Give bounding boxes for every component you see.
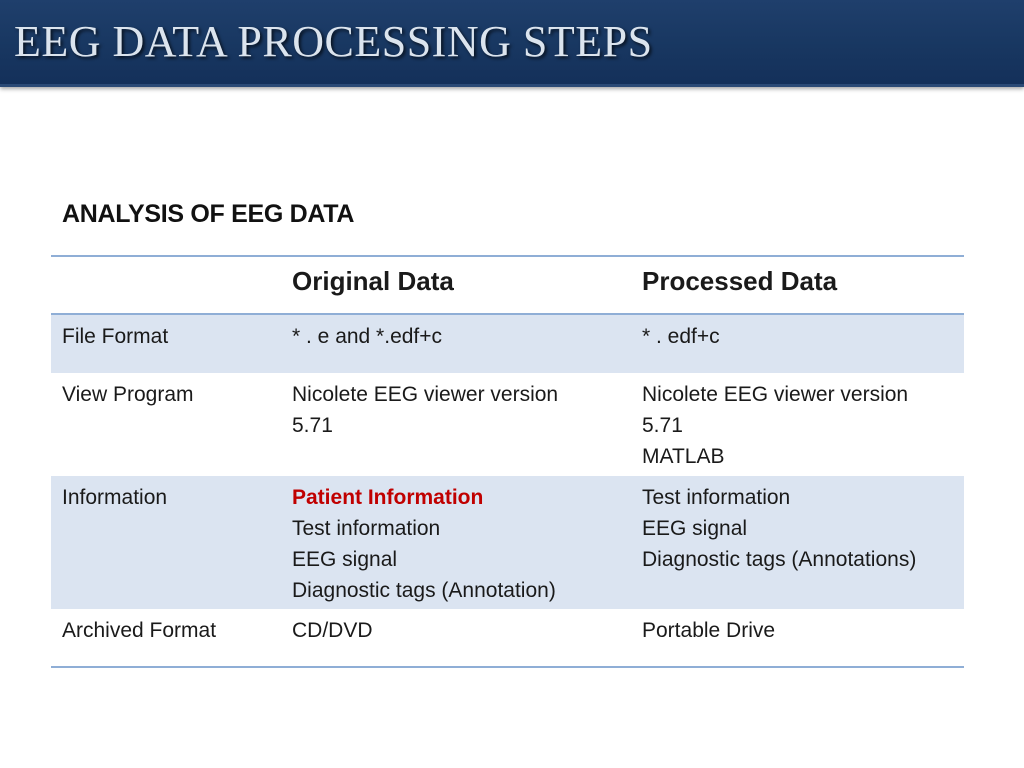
cell-line: 5.71 <box>292 414 333 437</box>
table-row <box>51 476 964 609</box>
row-label-information: Information <box>62 486 168 509</box>
cell-line: EEG signal <box>642 517 748 540</box>
cell-processed <box>642 476 964 609</box>
table-row <box>51 609 964 667</box>
header-original-data: Original Data <box>292 266 454 296</box>
cell-line: Diagnostic tags (Annotation) <box>292 579 556 602</box>
cell-original <box>292 373 642 476</box>
cell-original <box>292 476 642 609</box>
cell-original <box>292 609 642 667</box>
cell-line: Nicolete EEG viewer version <box>642 383 909 406</box>
table-row <box>51 314 964 373</box>
row-label-view-program: View Program <box>62 383 194 406</box>
cell-line: Diagnostic tags (Annotations) <box>642 548 917 571</box>
cell-line: * . edf+c <box>642 325 720 348</box>
cell-original <box>292 314 642 373</box>
cell-processed <box>642 314 964 373</box>
cell-processed <box>642 373 964 476</box>
row-label-archived-format: Archived Format <box>62 619 217 642</box>
highlighted-cell-line: Patient Information <box>292 486 484 509</box>
slide-title: EEG DATA PROCESSING STEPS <box>14 17 653 66</box>
table-header-row <box>51 256 964 314</box>
cell-line: Test information <box>292 517 441 540</box>
cell-processed <box>642 609 964 667</box>
cell-line: EEG signal <box>292 548 398 571</box>
cell-line: MATLAB <box>642 445 725 468</box>
cell-line: Nicolete EEG viewer version <box>292 383 559 406</box>
comparison-table <box>51 255 964 668</box>
cell-line: 5.71 <box>642 414 683 437</box>
header-empty-cell <box>51 256 292 314</box>
cell-line: Portable Drive <box>642 619 776 642</box>
section-heading: ANALYSIS OF EEG DATA <box>62 200 355 228</box>
title-bar <box>0 0 1024 87</box>
cell-line: * . e and *.edf+c <box>292 325 443 348</box>
cell-line: CD/DVD <box>292 619 373 642</box>
row-label-file-format: File Format <box>62 325 169 348</box>
cell-line: Test information <box>642 486 791 509</box>
header-processed-data: Processed Data <box>642 266 838 296</box>
table-row <box>51 373 964 476</box>
